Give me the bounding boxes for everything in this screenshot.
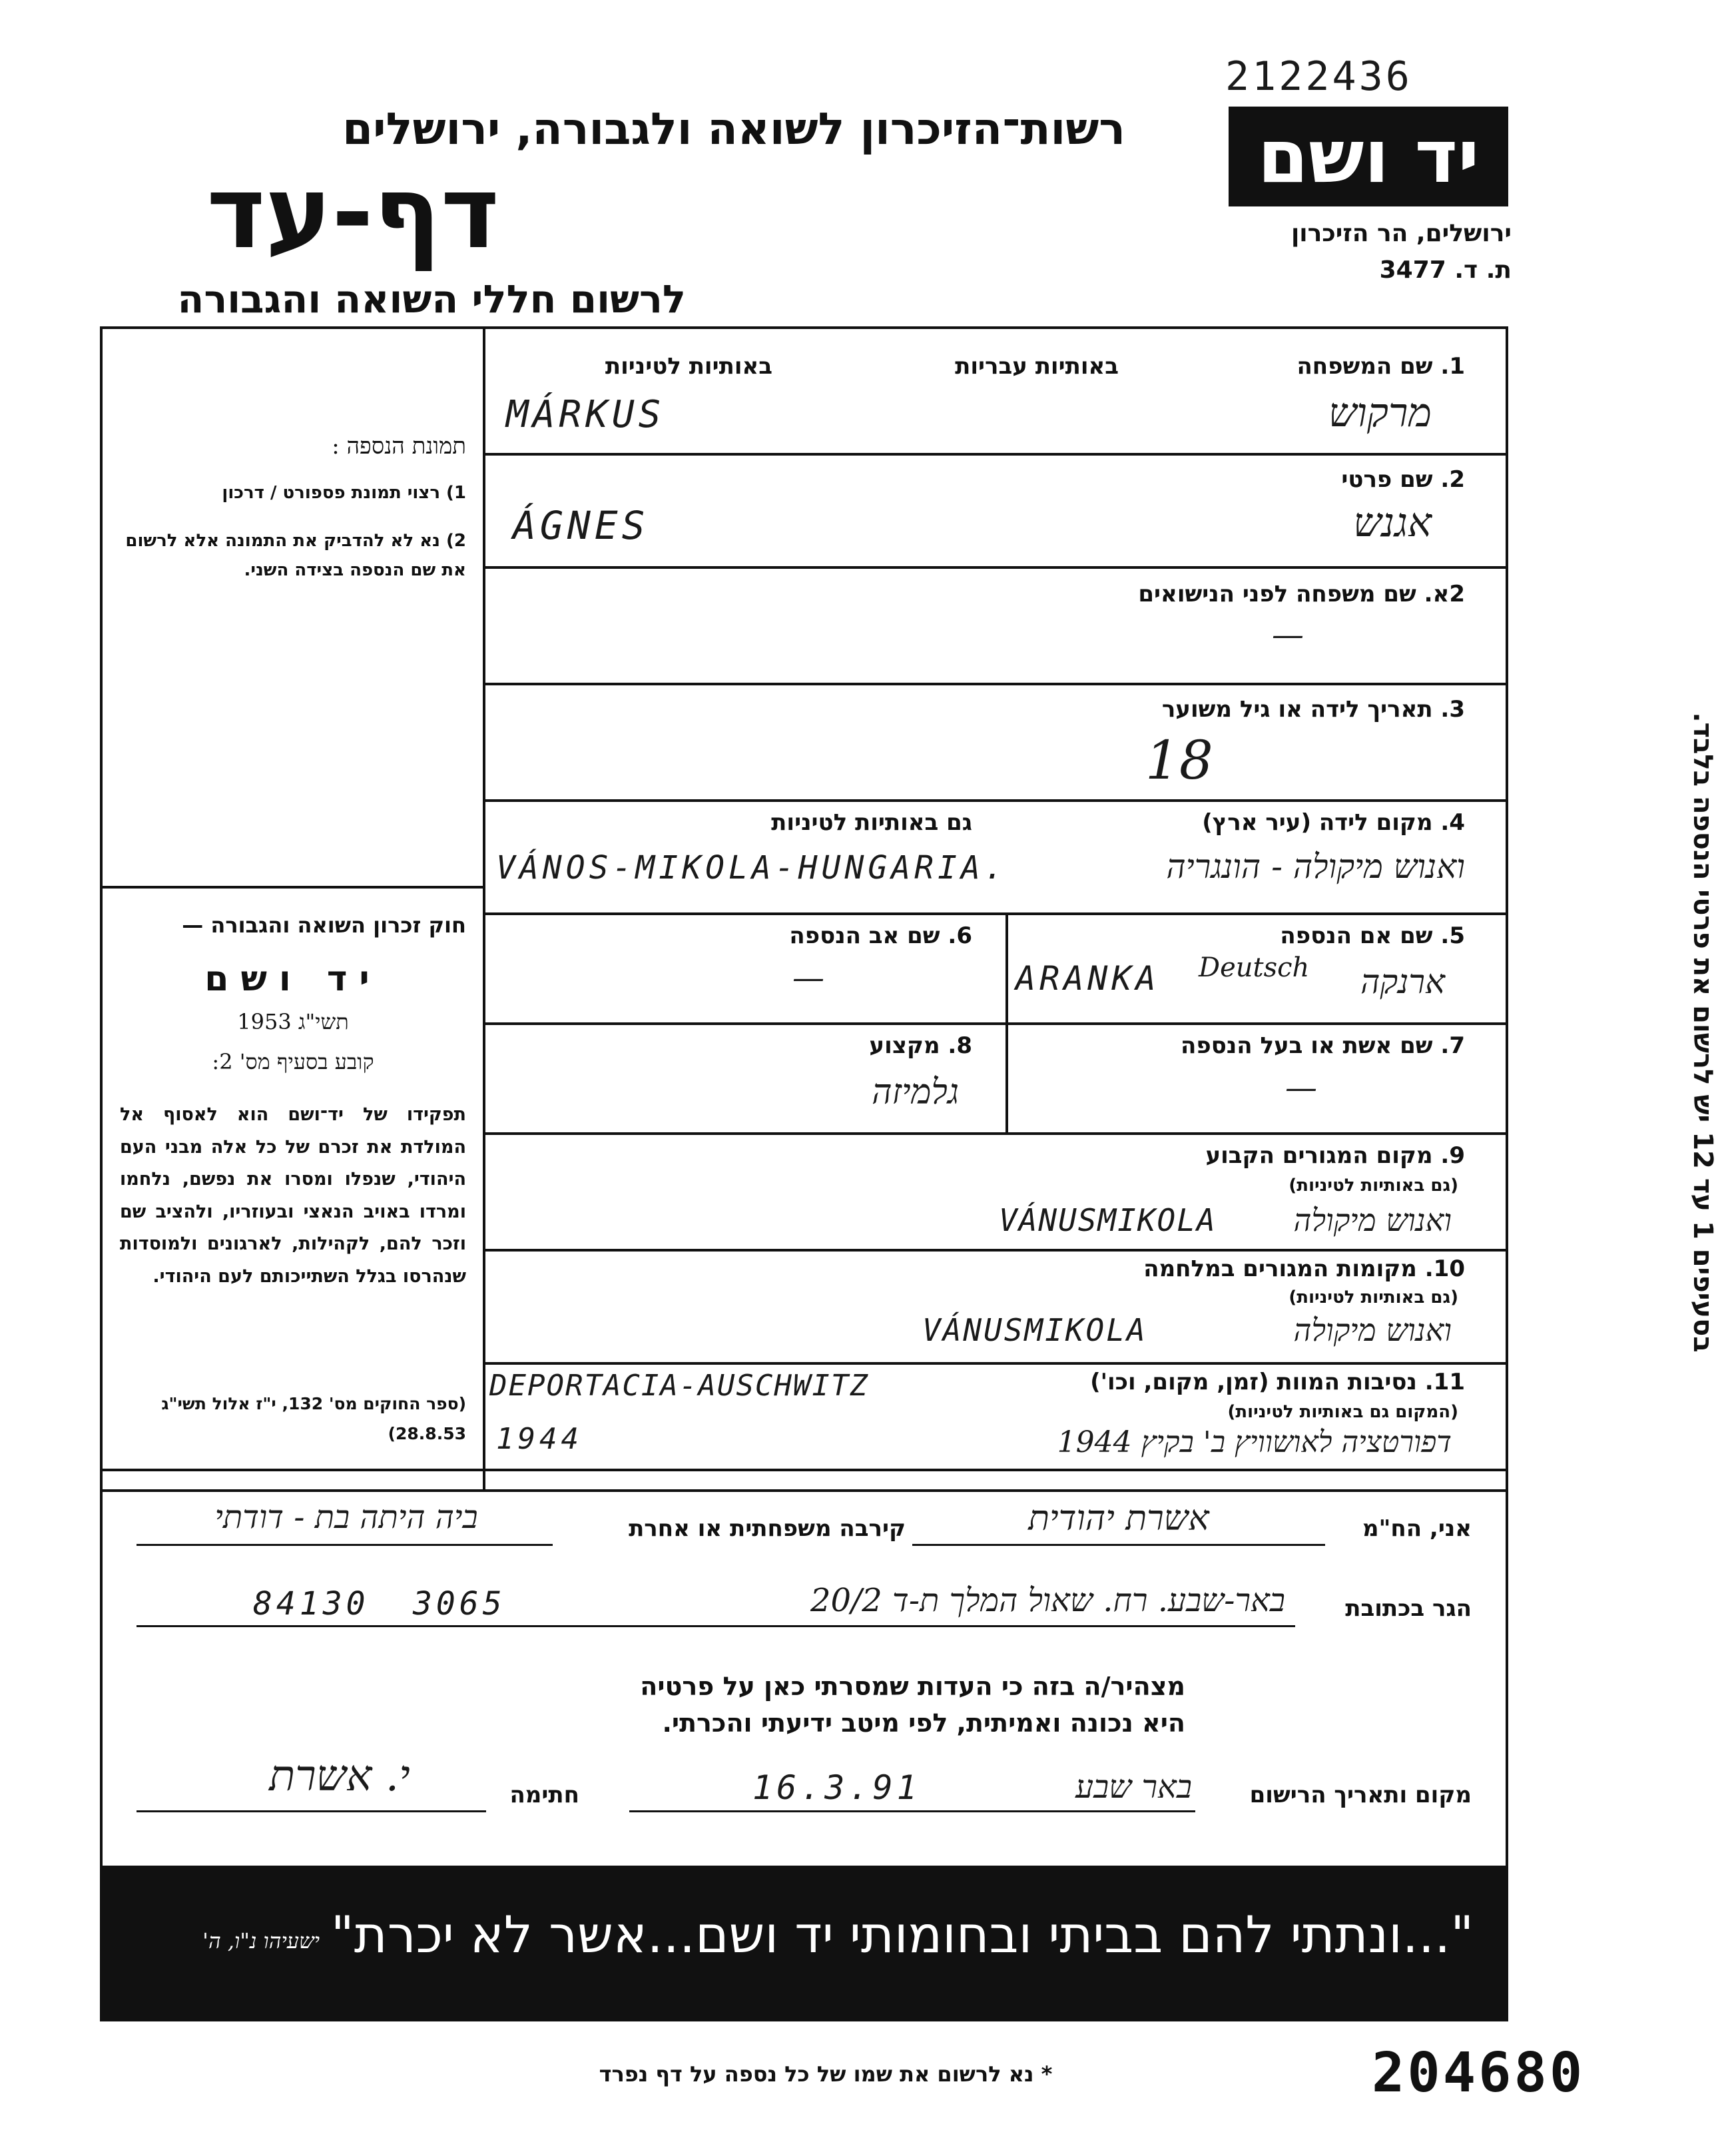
- photo-note-2: 2) נא לא להדביק את התמונה אלא לרשום את שם הנספה בצידה השני.: [125, 531, 466, 581]
- field-1-heb-caption: באותיות עבריות: [955, 353, 1119, 380]
- place-date-label: מקום ותאריך הרישום: [1249, 1782, 1472, 1808]
- signature-label: חתימה: [509, 1782, 579, 1808]
- address-extra-1: 3065: [413, 1585, 506, 1622]
- form-title: דף-עד: [206, 155, 499, 271]
- field-10-caption: (גם באותיות לטיניות): [1288, 1287, 1458, 1307]
- address-label: הגר בכתובת: [1345, 1595, 1472, 1622]
- law-name: יד ושם: [204, 959, 382, 999]
- field-2-latin-value: ÁGNES: [513, 503, 649, 548]
- law-clause: קובע בסעיף מס' 2:: [212, 1049, 374, 1074]
- field-3-value: 18: [1145, 729, 1213, 791]
- date-value: 16.3.91: [752, 1768, 921, 1807]
- field-2-label: 2. שם פרטי: [1341, 466, 1465, 493]
- field-11-year: 1944: [496, 1422, 583, 1456]
- left-panel-separator: [100, 886, 485, 889]
- photo-title: תמונת הנספה :: [332, 433, 466, 460]
- statement-line-2: היא נכונה ואמיתית, לפי מיטב ידיעתי והכרתי.: [662, 1708, 1185, 1738]
- row-sep-5: [485, 912, 1508, 915]
- field-11-latin-value: DEPORTACIA-AUSCHWITZ: [489, 1369, 869, 1403]
- row-sep-9: [485, 1362, 1508, 1365]
- field-9-latin-value: VÁNUSMIKOLA: [999, 1202, 1217, 1238]
- field-1-hebrew-value: מרקוש: [1328, 390, 1432, 436]
- relation-value: ביה היתה בת - דודתי: [214, 1499, 478, 1536]
- row-sep-3: [485, 683, 1508, 685]
- place-date-line: [629, 1810, 1195, 1812]
- field-3-label: 3. תאריך לידה או גיל משוער: [1161, 696, 1465, 723]
- field-5-latin-value: ARANKA: [1015, 959, 1160, 998]
- field-2a-value: —: [1272, 616, 1304, 653]
- field-11-hebrew-value: דפורטציה לאושוויץ ב' בקיץ 1944: [1057, 1425, 1452, 1459]
- row-sep-4: [485, 799, 1508, 802]
- footer-note: * נא לרשום את שמו של כל נספה על דף נפרד: [599, 2061, 1053, 2087]
- address-line-2: ת. ד. 3477: [1379, 256, 1512, 284]
- left-panel-divider: [483, 326, 485, 1492]
- statement-line-1: מצהיר/ה בזה כי העדות שמסרתי כאן על פרטיה: [640, 1672, 1185, 1701]
- field-4-latin-value: VÁNOS-MIKOLA-HUNGARIA.: [496, 849, 1007, 887]
- org-line: רשות־הזיכרון לשואה ולגבורה, ירושלים: [342, 103, 1125, 155]
- field-8-value: גלמיזה: [872, 1072, 959, 1112]
- side-instruction: בסעיפים 1 עד 12 יש לרשום את פרטי הנספה בלבד.: [1687, 712, 1718, 1353]
- field-8-label: 8. מקצוע: [869, 1032, 972, 1059]
- field-9-label: 9. מקום המגורים הקבוע: [1205, 1142, 1465, 1169]
- field-4-label: 4. מקום לידה (עיר ארץ): [1202, 809, 1465, 836]
- photo-note-1: 1) רצוי תמונת פספורט / דרכון: [222, 483, 466, 503]
- declarant-label: אני, הח"מ: [1362, 1515, 1472, 1542]
- form-subtitle: לרשום חללי השואה והגבורה: [177, 276, 686, 322]
- place-value: באר שבע: [1075, 1768, 1192, 1806]
- address-extra-2: 84130: [253, 1585, 370, 1622]
- banner-source: ישעיהו נ"ו, ה': [202, 1928, 320, 1954]
- field-9-hebrew-value: ואנוש מיקולה: [1293, 1202, 1452, 1238]
- field-11-label: 11. נסיבות המוות (זמן, מקום, וכו'): [1090, 1369, 1465, 1395]
- relation-line: [137, 1544, 553, 1546]
- address-line: [137, 1625, 1295, 1627]
- field-5-extra-value: Deutsch: [1199, 952, 1310, 983]
- serial-number: 204680: [1372, 2041, 1585, 2105]
- declarant-line: [912, 1544, 1325, 1546]
- row-sep-8: [485, 1249, 1508, 1252]
- field-2a-label: 2א. שם משפחה לפני הנישואים: [1138, 581, 1465, 607]
- field-5-hebrew-value: ארנקה: [1360, 962, 1445, 1001]
- field-4-caption: גם באותיות לטיניות: [771, 809, 972, 836]
- row-sep-7: [485, 1132, 1508, 1135]
- field-5-label: 5. שם אם הנספה: [1280, 922, 1465, 949]
- row-sep-6: [485, 1022, 1508, 1025]
- signature-line: [137, 1810, 486, 1812]
- row-sep-1: [485, 453, 1508, 456]
- field-6-value: —: [792, 959, 824, 996]
- law-text: תפקידו של יד־ושם הוא לאסוף אל המולדת את זכרם של כל אלה מבני העם היהודי, שנפלו ומסרו את נפשם, נלחמו ומרדו באויב הנאצי ובעוזריו, ולהציב שם וזכר להם, לקהילות, לארגונים ולמוסדות שנהרסו בגלל השתייכותם לעם היהודי.: [120, 1104, 466, 1287]
- signature-value: י. אשרת: [269, 1752, 410, 1801]
- field-10-hebrew-value: ואנוש מיקולה: [1293, 1312, 1452, 1348]
- field-4-hebrew-value: ואנוש מיקולה - הונגריה: [1166, 847, 1465, 886]
- field-7-label: 7. שם אשת או בעל הנספה: [1181, 1032, 1465, 1059]
- field-2-hebrew-value: אגנש: [1353, 500, 1432, 546]
- field-1-lat-caption: באותיות לטיניות: [605, 353, 772, 380]
- yad-vashem-logo: [1229, 107, 1508, 206]
- stamp-number: 2122436: [1225, 53, 1412, 100]
- address-line-1: ירושלים, הר הזיכרון: [1290, 220, 1512, 247]
- field-11-caption: (המקום גם באותיות לטיניות): [1227, 1402, 1458, 1422]
- banner-quote: "...ונתתי להם בביתי ובחומותי יד ושם...אשר לא יכרת": [330, 1905, 1474, 1964]
- field-1-label: 1. שם המשפחה: [1296, 353, 1465, 380]
- relation-label: קירבה משפחתית או אחרת: [629, 1515, 906, 1542]
- declarant-value: אשרת יהודית: [1028, 1499, 1209, 1539]
- logo-text: יד ושם: [1257, 114, 1480, 199]
- law-title: חוק זכרון השואה והגבורה —: [182, 912, 466, 938]
- field-6-label: 6. שם אב הנספה: [789, 922, 972, 949]
- field-7-value: —: [1285, 1069, 1317, 1106]
- row-sep-2: [485, 566, 1508, 569]
- field-10-latin-value: VÁNUSMIKOLA: [922, 1312, 1147, 1348]
- quote-banner: [100, 1868, 1508, 2021]
- address-value: באר-שבע. רח. שאול המלך ת-ד 20/2: [810, 1582, 1285, 1619]
- law-source: (ספר החוקים מס' 132, י"ז אלול תשי"ג 28.8.53): [161, 1394, 466, 1443]
- col-sep-5-6: [1005, 912, 1008, 1132]
- field-9-caption: (גם באותיות לטיניות): [1288, 1176, 1458, 1196]
- field-1-latin-value: MÁRKUS: [506, 393, 665, 436]
- field-10-label: 10. מקומות המגורים במלחמה: [1143, 1256, 1465, 1282]
- law-year: תשי"ג 1953: [237, 1009, 349, 1034]
